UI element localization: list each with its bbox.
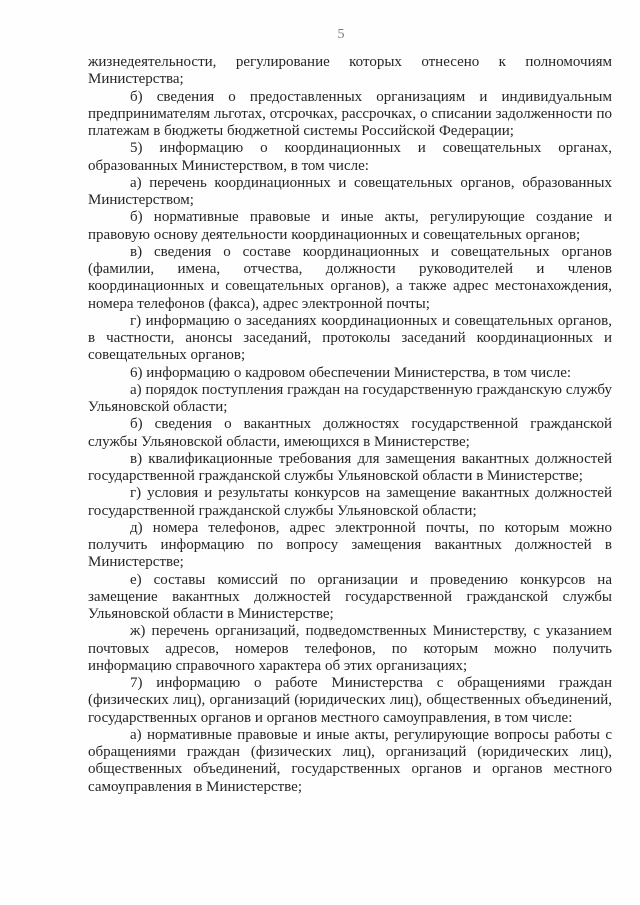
item-b-benefits-info: б) сведения о предоставленных организациям и индивидуальным предпринимателям льготах, отсрочках, рассрочках, о списании задолженности по платежам в бюджеты бюджетной системы Российской Федерации; — [88, 88, 612, 139]
paragraph-continuation: жизнедеятельности, регулирование которых отнесено к полномочиям Министерства; — [88, 54, 612, 88]
item-6zh-subordinate-organizations: ж) перечень организаций, подведомственных Министерству, с указанием почтовых адресов, номеров телефонов, по которым можно получить информацию справочного характера об этих организациях; — [88, 623, 612, 674]
item-6-staffing: 6) информацию о кадровом обеспечении Министерства, в том числе: — [130, 364, 572, 381]
item-7-appeals-work: 7) информацию о работе Министерства с обращениями граждан (физических лиц), организаций (юридических лиц), общественных объединений, государственных органов и органов местного самоуправления, в том числе: — [88, 675, 612, 726]
item-5g-bodies-meetings: г) информацию о заседаниях координационных и совещательных органов, в частности, анонсы заседаний, протоколы заседаний координационных и совещательных органов; — [88, 312, 612, 364]
item-6b-vacancies: б) сведения о вакантных должностях государственной гражданской службы Ульяновской области, имеющихся в Министерстве; — [88, 416, 612, 450]
item-6d-contact-info: д) номера телефонов, адрес электронной почты, по которым можно получить информацию по вопросу замещения вакантных должностей в Министерстве; — [88, 519, 612, 571]
item-6v-qualification-requirements: в) квалификационные требования для замещения вакантных должностей государственной гражданской службы Ульяновской области в Министерстве; — [88, 450, 612, 484]
item-5b-bodies-acts: б) нормативные правовые и иные акты, регулирующие создание и правовую основу деятельности координационных и совещательных органов; — [88, 209, 612, 243]
item-5-coordination-bodies: 5) информацию о координационных и совещательных органах, образованных Министерством, в том числе: — [88, 140, 612, 174]
item-5a-bodies-list: а) перечень координационных и совещательных органов, образованных Министерством; — [88, 174, 612, 208]
item-6e-commissions: е) составы комиссий по организации и проведению конкурсов на замещение вакантных должностей государственной гражданской службы Ульяновской области в Министерстве; — [88, 571, 612, 622]
item-5v-bodies-composition: в) сведения о составе координационных и совещательных органов (фамилии, имена, отчества, должности руководителей и членов координационных и совещательных органов), а также адрес местонахождения, номера телефонов (факса), адрес электронной почты; — [88, 243, 612, 312]
page-number: 5 — [337, 27, 345, 42]
document-body — [88, 54, 612, 796]
item-7a-appeals-acts: а) нормативные правовые и иные акты, регулирующие вопросы работы с обращениями граждан (физических лиц), организаций (юридических лиц), общественных объединений, государственных органов и органов местного самоуправления в Министерстве; — [88, 726, 612, 795]
item-6g-competition-results: г) условия и результаты конкурсов на замещение вакантных должностей государственной гражданской службы Ульяновской области; — [88, 485, 612, 519]
item-6a-admission-procedure: а) порядок поступления граждан на государственную гражданскую службу Ульяновской области; — [88, 381, 612, 415]
